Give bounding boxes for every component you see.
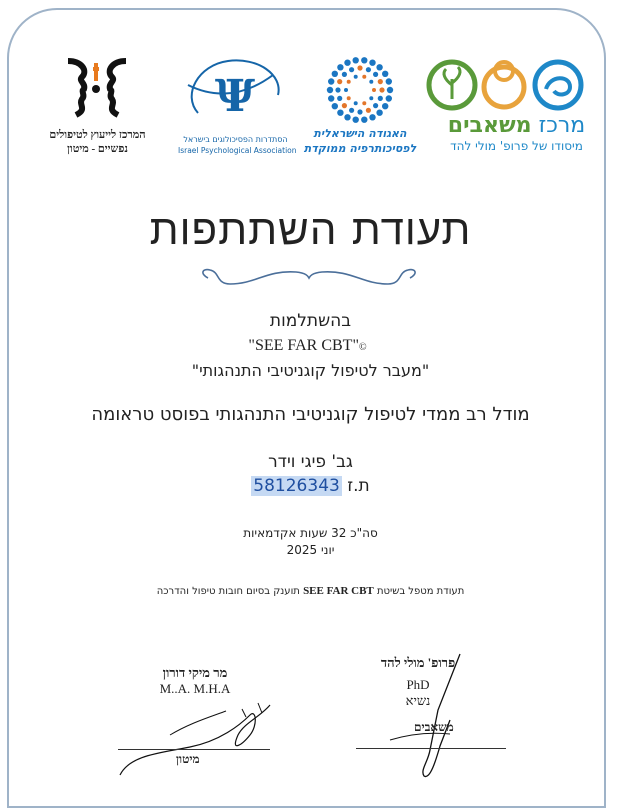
logo-dot	[366, 108, 371, 113]
logo-dot	[373, 72, 378, 77]
logo-dot	[342, 72, 347, 77]
logo-dot	[327, 87, 333, 93]
logo-dot	[361, 117, 367, 123]
signature-right-stamp: משאבים	[414, 720, 454, 734]
mashavim-circles-icon	[424, 55, 609, 115]
note-suffix: תוענק בסיום חובות טיפול והדרכה	[156, 586, 300, 597]
logo-dot	[362, 101, 366, 105]
certificate-note	[0, 585, 621, 597]
signer-left-name: מר מיקי דורון	[162, 665, 228, 680]
logo-dot	[357, 65, 362, 70]
faces-icon	[30, 55, 165, 121]
logo-dot	[349, 108, 354, 113]
signature-left-stamp: מיטון	[176, 752, 200, 766]
logo-dot	[328, 78, 334, 84]
logo-dot	[353, 117, 359, 123]
logo-dot	[349, 67, 354, 72]
recipient-name: גב' פיגי וידר	[268, 452, 353, 472]
program-subtitle: "מעבר לטיפול קוגניטיבי התנהגותי"	[191, 361, 430, 380]
logo-dot	[369, 96, 373, 100]
model-line: מודל רב ממדי לטיפול קוגניטיבי התנהגותי בפוסט טראומה	[91, 404, 530, 425]
mashavim-subtitle: מיסודו של פרופ' מולי להד	[450, 139, 583, 153]
copyright-mark: ©	[358, 342, 367, 353]
logo-dot	[372, 88, 376, 92]
intro-line: בהשתלמות	[269, 311, 352, 331]
logo-dot	[337, 96, 342, 101]
mashavim-name-part2: משאבים	[447, 113, 532, 138]
id-label: ת.ז	[347, 476, 370, 496]
signature-left-scribble-icon	[110, 695, 280, 786]
logo-dot	[344, 114, 350, 120]
signature-right-line	[356, 748, 506, 749]
signer-right-degree: PhD	[406, 677, 430, 692]
note-method: SEE FAR CBT	[303, 585, 374, 597]
hours-line: סה"כ 32 שעות אקדמאיות	[243, 526, 378, 540]
ipa-hebrew: הסתדרות הפסיכולוגים בישראל	[183, 135, 288, 144]
logo-dot	[369, 114, 375, 120]
miton-line1: המרכז לייעוץ לטיפולים	[49, 129, 146, 141]
certificate-title: תעודת השתתפות	[149, 205, 472, 254]
signature-left	[120, 665, 270, 697]
logo-dot	[366, 67, 371, 72]
date-line: יוני 2025	[286, 543, 335, 557]
ipa-logo	[178, 55, 297, 155]
logo-dot	[386, 95, 392, 101]
logo-dot	[337, 64, 343, 70]
logo-dot	[382, 71, 388, 77]
focused-psychotherapy-logo	[300, 55, 420, 155]
logos-row	[0, 55, 621, 165]
logo-dot	[376, 110, 382, 116]
logo-dot	[353, 57, 359, 63]
recipient-id-line	[0, 476, 621, 496]
logo-dot	[357, 109, 362, 114]
signature-left-line	[118, 749, 270, 750]
svg-text:Ψ: Ψ	[214, 71, 256, 121]
logo-dot	[386, 78, 392, 84]
logo-dot	[354, 75, 358, 79]
program-name-line	[0, 337, 621, 355]
signature-right-scribble-icon	[350, 650, 520, 786]
psi-icon	[178, 55, 293, 121]
logo-dot	[382, 103, 388, 109]
logo-dot	[369, 80, 373, 84]
program-name: "SEE FAR CBT"	[248, 337, 359, 354]
focused-psychotherapy-line2: לפסיכותרפיה ממוקדת	[303, 142, 417, 155]
miton-line2: נפשיים - מיטון	[67, 143, 128, 155]
mashavim-name-part1: מרכז	[538, 113, 586, 138]
logo-dot	[387, 87, 393, 93]
mashavim-logo	[424, 55, 609, 153]
logo-dot	[354, 101, 358, 105]
dots-circle-icon	[300, 55, 420, 125]
logo-dot	[335, 87, 340, 92]
signer-right-role: נשיא	[405, 693, 431, 708]
logo-dot	[376, 64, 382, 70]
logo-dot	[332, 103, 338, 109]
logo-dot	[347, 96, 351, 100]
logo-dot	[347, 80, 351, 84]
logo-dot	[378, 79, 383, 84]
id-number: 58126343	[253, 476, 340, 496]
logo-dot	[379, 87, 384, 92]
focused-psychotherapy-line1: האגודה הישראלית	[313, 127, 407, 140]
note-prefix: תעודת מטפל בשיטת	[376, 586, 465, 597]
logo-dot	[369, 60, 375, 66]
logo-dot	[378, 96, 383, 101]
logo-dot	[362, 75, 366, 79]
logo-dot	[373, 103, 378, 108]
logo-dot	[337, 110, 343, 116]
ipa-english: Israel Psychological Association	[178, 146, 297, 155]
logo-dot	[344, 88, 348, 92]
flourish-ornament-icon	[196, 262, 422, 292]
logo-dot	[332, 71, 338, 77]
miton-logo	[30, 55, 165, 155]
signer-right-name: פרופ' מולי להד	[380, 655, 456, 670]
logo-dot	[344, 60, 350, 66]
logo-dot	[337, 79, 342, 84]
logo-dot	[342, 103, 347, 108]
logo-dot	[361, 57, 367, 63]
logo-dot	[328, 95, 334, 101]
signer-left-degree: M..A. M.H.A	[159, 681, 231, 696]
